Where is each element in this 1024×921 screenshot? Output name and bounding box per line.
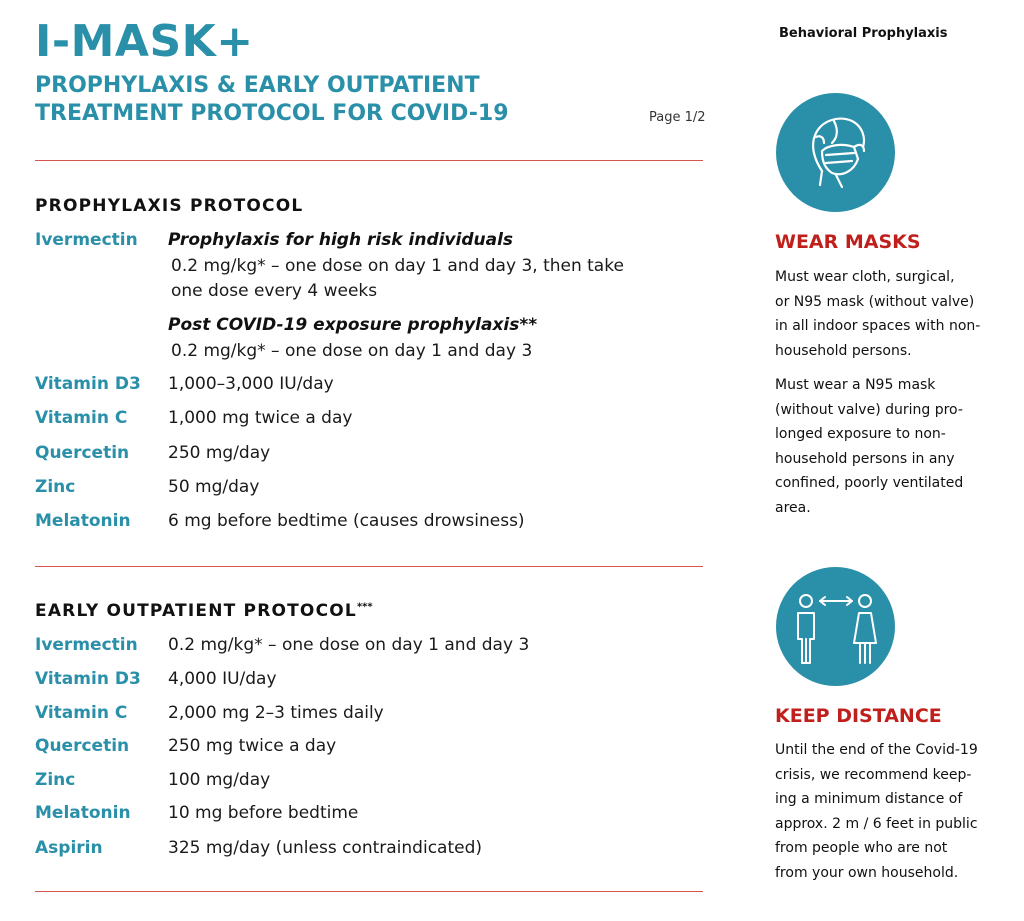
divider (35, 566, 703, 567)
social-distance-icon (776, 567, 895, 686)
dose-text: 4,000 IU/day (168, 669, 277, 689)
regimen-heading: Prophylaxis for high risk individuals (168, 230, 514, 250)
keep-distance-heading: KEEP DISTANCE (775, 705, 942, 727)
drug-name: Vitamin D3 (35, 374, 141, 394)
wear-masks-paragraph (775, 373, 1000, 520)
drug-name: Vitamin D3 (35, 669, 141, 689)
regimen-heading: Post COVID-19 exposure prophylaxis** (168, 315, 538, 335)
dose-text: 0.2 mg/kg* – one dose on day 1 and day 3, then take (171, 256, 624, 276)
dose-text: 2,000 mg 2–3 times daily (168, 703, 384, 723)
dose-text: 250 mg/day (168, 443, 271, 463)
keep-distance-paragraph (775, 738, 1000, 885)
text-line: in all indoor spaces with non- (775, 318, 981, 334)
face-mask-icon (776, 93, 895, 212)
text-line: from your own household. (775, 864, 959, 881)
divider (35, 891, 703, 892)
text-line: crisis, we recommend keep- (775, 766, 972, 783)
divider (35, 160, 703, 161)
dose-text: 325 mg/day (unless contraindicated) (168, 838, 483, 858)
dose-text: 10 mg before bedtime (168, 803, 359, 823)
dose-text: one dose every 4 weeks (171, 281, 378, 301)
text-line: Must wear a N95 mask (775, 377, 936, 393)
drug-name: Ivermectin (35, 635, 138, 655)
drug-name: Ivermectin (35, 230, 138, 250)
drug-name: Zinc (35, 477, 76, 497)
text-line: area. (775, 499, 811, 516)
dose-text: 0.2 mg/kg* – one dose on day 1 and day 3 (171, 341, 533, 361)
wear-masks-heading: WEAR MASKS (775, 231, 921, 253)
subtitle-line: TREATMENT PROTOCOL FOR COVID-19 (35, 101, 509, 126)
section-heading-prophylaxis: PROPHYLAXIS PROTOCOL (35, 196, 304, 216)
text-line: (without valve) during pro- (775, 401, 963, 418)
dose-text: 1,000–3,000 IU/day (168, 374, 334, 394)
text-line: Until the end of the Covid-19 (775, 742, 978, 758)
text-line: longed exposure to non- (775, 426, 946, 442)
drug-name: Quercetin (35, 443, 130, 463)
drug-name: Aspirin (35, 838, 103, 858)
dose-text: 250 mg twice a day (168, 736, 337, 756)
subtitle-line: PROPHYLAXIS & EARLY OUTPATIENT (35, 73, 480, 98)
section-heading-text: EARLY OUTPATIENT PROTOCOL (35, 601, 357, 621)
drug-name: Vitamin C (35, 703, 128, 723)
dose-text: 6 mg before bedtime (causes drowsiness) (168, 511, 525, 531)
text-line: from people who are not (775, 840, 948, 856)
document-subtitle (35, 72, 595, 128)
brand-logo-text: I-MASK+ (35, 16, 254, 67)
dose-text: 0.2 mg/kg* – one dose on day 1 and day 3 (168, 635, 530, 655)
page-number: Page 1/2 (649, 110, 706, 125)
dose-text: 1,000 mg twice a day (168, 408, 353, 428)
text-line: or N95 mask (without valve) (775, 293, 975, 310)
text-line: household persons in any (775, 450, 955, 467)
text-line: ing a minimum distance of (775, 791, 963, 807)
text-line: approx. 2 m / 6 feet in public (775, 815, 978, 832)
dose-text: 50 mg/day (168, 477, 260, 497)
wear-masks-paragraph (775, 265, 1000, 363)
sidebar-title: Behavioral Prophylaxis (779, 26, 948, 41)
drug-name: Vitamin C (35, 408, 128, 428)
drug-name: Quercetin (35, 736, 130, 756)
section-heading-early-outpatient (35, 601, 373, 621)
text-line: confined, poorly ventilated (775, 475, 964, 491)
drug-name: Melatonin (35, 511, 131, 531)
drug-name: Melatonin (35, 803, 131, 823)
footnote-mark: *** (356, 601, 373, 613)
drug-name: Zinc (35, 770, 76, 790)
dose-text: 100 mg/day (168, 770, 271, 790)
text-line: Must wear cloth, surgical, (775, 269, 955, 285)
text-line: household persons. (775, 342, 912, 359)
